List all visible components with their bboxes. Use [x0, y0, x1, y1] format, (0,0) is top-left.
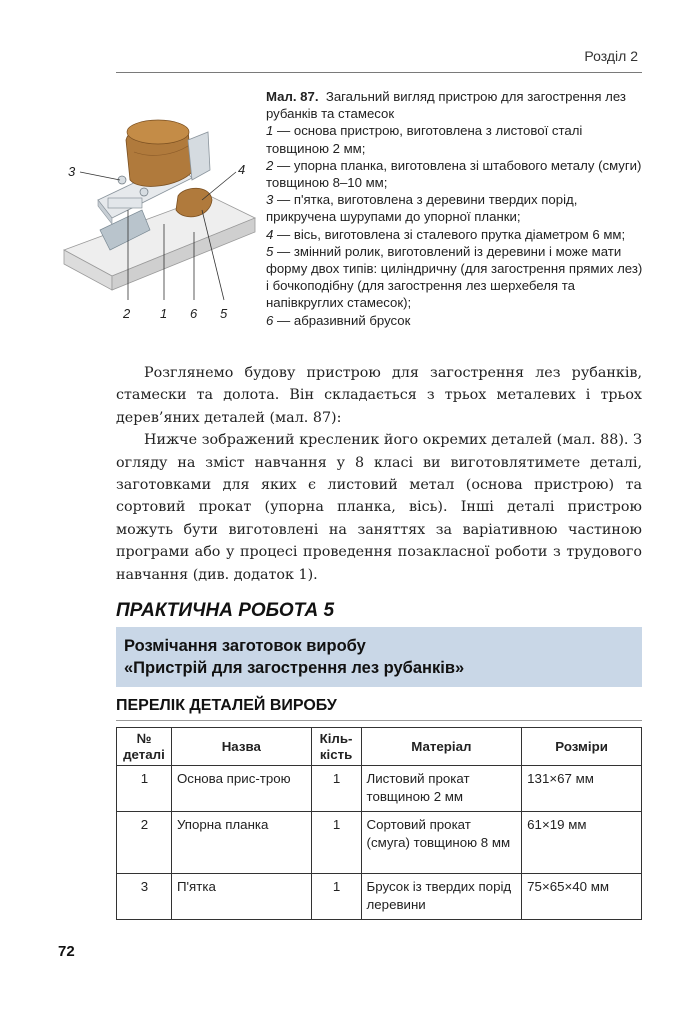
body-text — [116, 362, 642, 586]
cell-number: 2 — [117, 812, 172, 874]
section-label: Розділ 2 — [584, 48, 638, 64]
col-number: № деталі — [117, 728, 172, 766]
caption-item: 4 — вісь, виготовлена зі сталевого прутка діаметром 6 мм; — [266, 226, 626, 242]
device-illustration — [60, 100, 260, 330]
caption-item: 5 — змінний ролик, виготовлений із деревини і може мати форму двох типів: циліндричну (для загострення прямих лез) і бочкоподібну (для загострення лез шерхебеля та напівкруглих стамесок); — [266, 243, 643, 311]
cell-quantity: 1 — [311, 874, 361, 920]
cell-name: Упорна планка — [171, 812, 311, 874]
paragraph-2: Нижче зображений кресленик його окремих деталей (мал. 88). З огляду на зміст навчання у 8 класі ви виготовлятимете деталі, заготовками для яких є листовий метал (основа пристрою) та сортовий прокат (упорна планка, вісь). Інші деталі пристрою можуть бути виготовлені на заняттях за варіативною частиною програми або у процесі проведення позакласної роботи з трудового навчання (див. додаток 1). — [116, 432, 642, 583]
cell-quantity: 1 — [311, 766, 361, 812]
cell-material: Брусок із твердих порід леревини — [361, 874, 522, 920]
caption-intro: Загальний вигляд пристрою для загострення лез рубанків та стамесок — [266, 89, 626, 122]
table-row — [117, 874, 642, 920]
task-line-2: «Пристрій для загострення лез рубанків» — [124, 659, 465, 677]
caption-item: 1 — основа пристрою, виготовлена з листової сталі товщиною 2 мм; — [266, 123, 583, 156]
label-4: 4 — [238, 162, 246, 177]
cell-number: 1 — [117, 766, 172, 812]
caption-item: 3 — п'ятка, виготовлена з деревини твердих порід, прикручена шурупами до упорної планки; — [266, 192, 578, 225]
label-1: 1 — [160, 306, 168, 321]
table-row — [117, 812, 642, 874]
page-number: 72 — [58, 943, 75, 960]
col-material: Матеріал — [361, 728, 522, 766]
cell-size: 131×67 мм — [522, 766, 642, 812]
table-header-row — [117, 728, 642, 766]
parts-table — [116, 727, 642, 920]
col-quantity: Кіль- кість — [311, 728, 361, 766]
cell-name: Основа прис-трою — [171, 766, 311, 812]
header-rule — [116, 72, 642, 73]
table-row — [117, 766, 642, 812]
task-box — [116, 627, 642, 687]
practical-work-title: ПРАКТИЧНА РОБОТА 5 — [116, 600, 335, 621]
label-5: 5 — [220, 306, 228, 321]
figure-caption — [266, 88, 646, 329]
col-size: Розміри — [522, 728, 642, 766]
paragraph-1: Розглянемо будову пристрою для загострення лез рубанків, стамески та долота. Він складається з трьох металевих і трьох дерев’яних деталей (мал. 87): — [116, 365, 642, 426]
col-name: Назва — [171, 728, 311, 766]
cell-size: 61×19 мм — [522, 812, 642, 874]
caption-item: 6 — абразивний брусок — [266, 312, 411, 328]
cell-material: Листовий прокат товщиною 2 мм — [361, 766, 522, 812]
cell-number: 3 — [117, 874, 172, 920]
task-line-1: Розмічання заготовок виробу — [124, 637, 366, 655]
caption-item: 2 — упорна планка, виготовлена зі штабового металу (смуги) товщиною 8–10 мм; — [266, 157, 642, 191]
parts-rule — [116, 720, 642, 721]
cell-size: 75×65×40 мм — [522, 874, 642, 920]
label-3: 3 — [68, 164, 76, 179]
label-6: 6 — [190, 306, 198, 321]
cell-quantity: 1 — [311, 812, 361, 874]
caption-title: Мал. 87. — [266, 89, 319, 104]
cell-material: Сортовий прокат (смуга) товщиною 8 мм — [361, 812, 522, 874]
label-2: 2 — [123, 306, 131, 321]
parts-heading: ПЕРЕЛІК ДЕТАЛЕЙ ВИРОБУ — [116, 697, 337, 714]
cell-name: П'ятка — [171, 874, 311, 920]
